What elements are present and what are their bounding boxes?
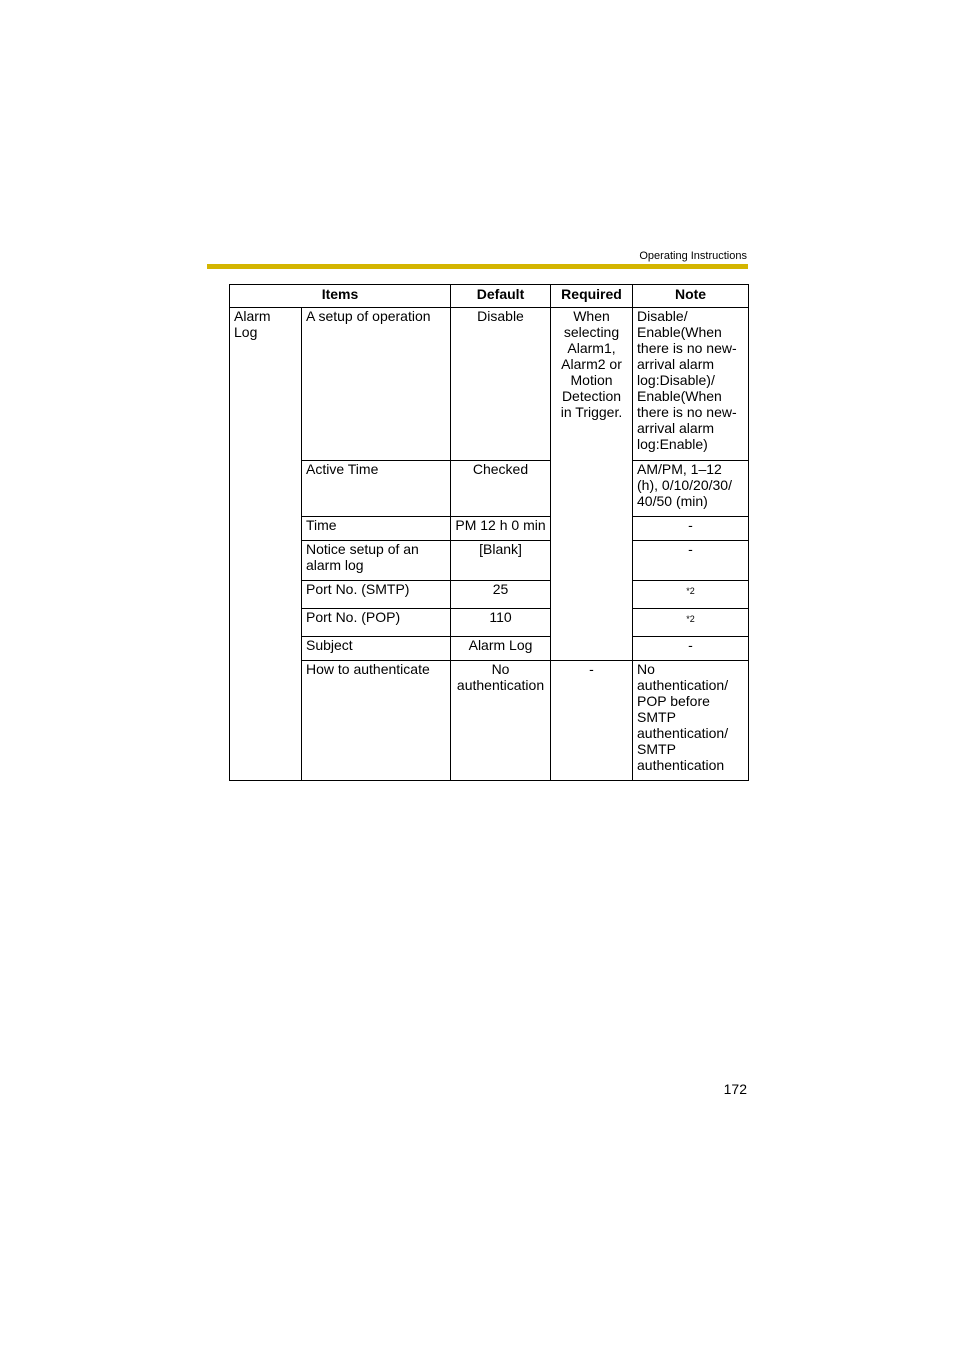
note-cell: Disable/ Enable(When there is no new- arrival alarm log:Disable)/ Enable(When there is no new- arrival alarm log:Enable) — [633, 308, 749, 461]
required-cell: - — [551, 661, 633, 781]
header-note: Note — [633, 285, 749, 308]
item-cell: Port No. (SMTP) — [302, 581, 451, 609]
table-header-row — [230, 285, 749, 308]
item-cell: A setup of operation — [302, 308, 451, 461]
note-cell: - — [633, 517, 749, 541]
note-cell: No authentication/ POP before SMTP authentication/ SMTP authentication — [633, 661, 749, 781]
table-row — [230, 661, 749, 781]
required-cell: When selecting Alarm1, Alarm2 or Motion Detection in Trigger. — [551, 308, 633, 661]
footnote-ref: *2 — [686, 586, 695, 596]
header-rule — [207, 264, 748, 269]
settings-table — [229, 284, 749, 781]
table-row — [230, 609, 749, 637]
item-cell: Notice setup of an alarm log — [302, 541, 451, 581]
note-cell: - — [633, 637, 749, 661]
item-cell: Subject — [302, 637, 451, 661]
table-row — [230, 461, 749, 517]
page-number: 172 — [723, 1081, 747, 1097]
item-cell: Time — [302, 517, 451, 541]
item-cell: Port No. (POP) — [302, 609, 451, 637]
item-cell: How to authenticate — [302, 661, 451, 781]
footnote-ref: *2 — [686, 614, 695, 624]
header-required: Required — [551, 285, 633, 308]
running-header: Operating Instructions — [639, 250, 747, 262]
table-row — [230, 308, 749, 461]
default-cell: 25 — [451, 581, 551, 609]
item-cell: Active Time — [302, 461, 451, 517]
default-cell: Disable — [451, 308, 551, 461]
default-cell: No authentication — [451, 661, 551, 781]
table-row — [230, 637, 749, 661]
note-cell — [633, 609, 749, 637]
note-cell — [633, 581, 749, 609]
group-label: Alarm Log — [230, 308, 302, 781]
default-cell: Checked — [451, 461, 551, 517]
default-cell: [Blank] — [451, 541, 551, 581]
default-cell: Alarm Log — [451, 637, 551, 661]
table-row — [230, 541, 749, 581]
header-default: Default — [451, 285, 551, 308]
note-cell: - — [633, 541, 749, 581]
table-row — [230, 517, 749, 541]
note-cell: AM/PM, 1–12 (h), 0/10/20/30/ 40/50 (min) — [633, 461, 749, 517]
default-cell: PM 12 h 0 min — [451, 517, 551, 541]
header-items: Items — [230, 285, 451, 308]
table-row — [230, 581, 749, 609]
default-cell: 110 — [451, 609, 551, 637]
